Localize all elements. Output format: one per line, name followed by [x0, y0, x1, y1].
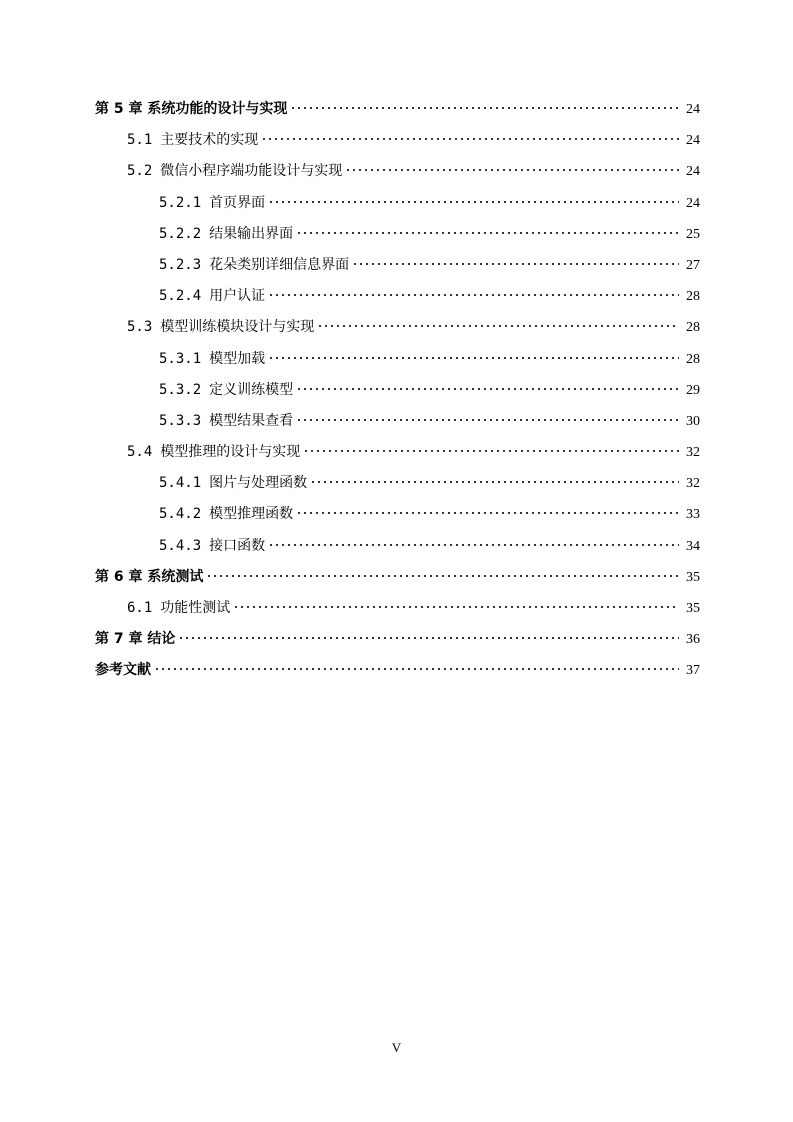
toc-entry-title: 首页界面	[209, 194, 266, 211]
toc-entry[interactable]	[95, 223, 700, 254]
toc-entry-page-number: 27	[686, 257, 700, 273]
dot-leader	[233, 605, 679, 609]
toc-entry-title: 第 6 章 系统测试	[95, 568, 204, 585]
toc-entry[interactable]	[95, 503, 700, 534]
toc-entry-title: 功能性测试	[160, 600, 231, 616]
toc-entry-page-number: 34	[686, 538, 700, 554]
toc-entry-number: 5.3.1	[159, 350, 202, 367]
toc-entry[interactable]	[95, 379, 700, 410]
toc-entry-number: 5.2	[127, 163, 153, 180]
toc-entry-number: 6.1	[127, 600, 153, 616]
toc-entry-page-number: 33	[686, 507, 700, 523]
toc-entry-number: 5.4.2	[159, 506, 202, 523]
toc-entry[interactable]	[95, 254, 700, 285]
toc-entry[interactable]	[95, 659, 700, 690]
toc-entry-number: 5.2.2	[159, 225, 202, 242]
toc-entry-title: 主要技术的实现	[160, 132, 259, 149]
toc-entry-number: 5.2.1	[159, 194, 202, 211]
toc-entry-page-number: 24	[686, 195, 700, 211]
dot-leader	[317, 324, 679, 328]
toc-entry-title: 模型训练模块设计与实现	[160, 319, 315, 336]
toc-entry-title: 参考文献	[95, 662, 151, 679]
toc-entry-page-number: 37	[686, 663, 700, 679]
toc-entry-page-number: 24	[686, 102, 700, 117]
toc-entry[interactable]	[95, 348, 700, 379]
dot-leader	[303, 449, 679, 453]
dot-leader	[261, 137, 679, 141]
toc-entry-title: 图片与处理函数	[209, 475, 308, 492]
toc-entry[interactable]	[95, 597, 700, 628]
toc-entry-page-number: 35	[686, 601, 700, 616]
dot-leader	[290, 106, 679, 110]
dot-leader	[296, 418, 679, 422]
dot-leader	[154, 667, 679, 671]
toc-entry-title: 花朵类别详细信息界面	[209, 256, 350, 273]
toc-entry-page-number: 29	[686, 382, 700, 398]
dot-leader	[268, 356, 679, 360]
toc-entry[interactable]	[95, 628, 700, 659]
toc-entry-number: 5.1	[127, 132, 153, 149]
dot-leader	[310, 480, 679, 484]
dot-leader	[268, 543, 679, 547]
toc-entry[interactable]	[95, 566, 700, 597]
dot-leader	[206, 574, 679, 578]
dot-leader	[345, 168, 679, 172]
toc-entry[interactable]	[95, 410, 700, 441]
toc-entry-title: 接口函数	[209, 537, 266, 554]
toc-entry-title: 模型结果查看	[209, 412, 294, 429]
toc-entry-title: 结果输出界面	[209, 225, 294, 242]
toc-entry-number: 5.2.3	[159, 256, 202, 273]
toc-entry-number: 5.4.3	[159, 537, 202, 554]
toc-entry[interactable]	[95, 441, 700, 472]
toc-entry-title: 第 7 章 结论	[95, 631, 176, 648]
dot-leader	[296, 231, 679, 235]
toc-entry-page-number: 28	[686, 289, 700, 305]
page-number-footer: V	[391, 1040, 402, 1055]
toc-entry-page-number: 32	[686, 476, 700, 492]
toc-entry-number: 5.2.4	[159, 288, 202, 305]
toc-entry-number: 5.3	[127, 319, 153, 336]
toc-entry-page-number: 30	[686, 413, 700, 429]
toc-entry-page-number: 36	[686, 632, 700, 648]
toc-entry[interactable]	[95, 472, 700, 503]
toc-entry-title: 定义训练模型	[209, 381, 294, 398]
toc-entry-page-number: 28	[686, 320, 700, 336]
toc-entry-number: 5.3.3	[159, 412, 202, 429]
toc-entry-page-number: 28	[686, 351, 700, 367]
toc-entry[interactable]	[95, 129, 700, 160]
toc-entry-page-number: 32	[686, 445, 700, 461]
dot-leader	[352, 262, 679, 266]
toc-entry-title: 模型加载	[209, 350, 266, 367]
toc-entry[interactable]	[95, 285, 700, 316]
toc-entry-page-number: 24	[686, 164, 700, 180]
toc-entry-page-number: 24	[686, 133, 700, 149]
toc-entry[interactable]	[95, 98, 700, 129]
toc-entry-title: 模型推理的设计与实现	[160, 444, 301, 461]
dot-leader	[268, 200, 679, 204]
toc-entry[interactable]	[95, 316, 700, 347]
toc-entry-title: 微信小程序端功能设计与实现	[160, 163, 343, 180]
toc-entry-number: 5.4.1	[159, 475, 202, 492]
toc-entry-number: 5.4	[127, 444, 153, 461]
toc-entry-number: 5.3.2	[159, 381, 202, 398]
toc-entry-title: 第 5 章 系统功能的设计与实现	[95, 101, 288, 117]
dot-leader	[296, 387, 679, 391]
toc-entry-title: 用户认证	[209, 288, 266, 305]
toc-entry-page-number: 25	[686, 226, 700, 242]
toc-entry[interactable]	[95, 160, 700, 191]
dot-leader	[296, 511, 679, 515]
toc-entry-title: 模型推理函数	[209, 506, 294, 523]
table-of-contents	[95, 98, 700, 691]
toc-entry[interactable]	[95, 192, 700, 223]
dot-leader	[178, 636, 679, 640]
toc-entry-page-number: 35	[686, 569, 700, 585]
toc-entry[interactable]	[95, 535, 700, 566]
dot-leader	[268, 293, 679, 297]
